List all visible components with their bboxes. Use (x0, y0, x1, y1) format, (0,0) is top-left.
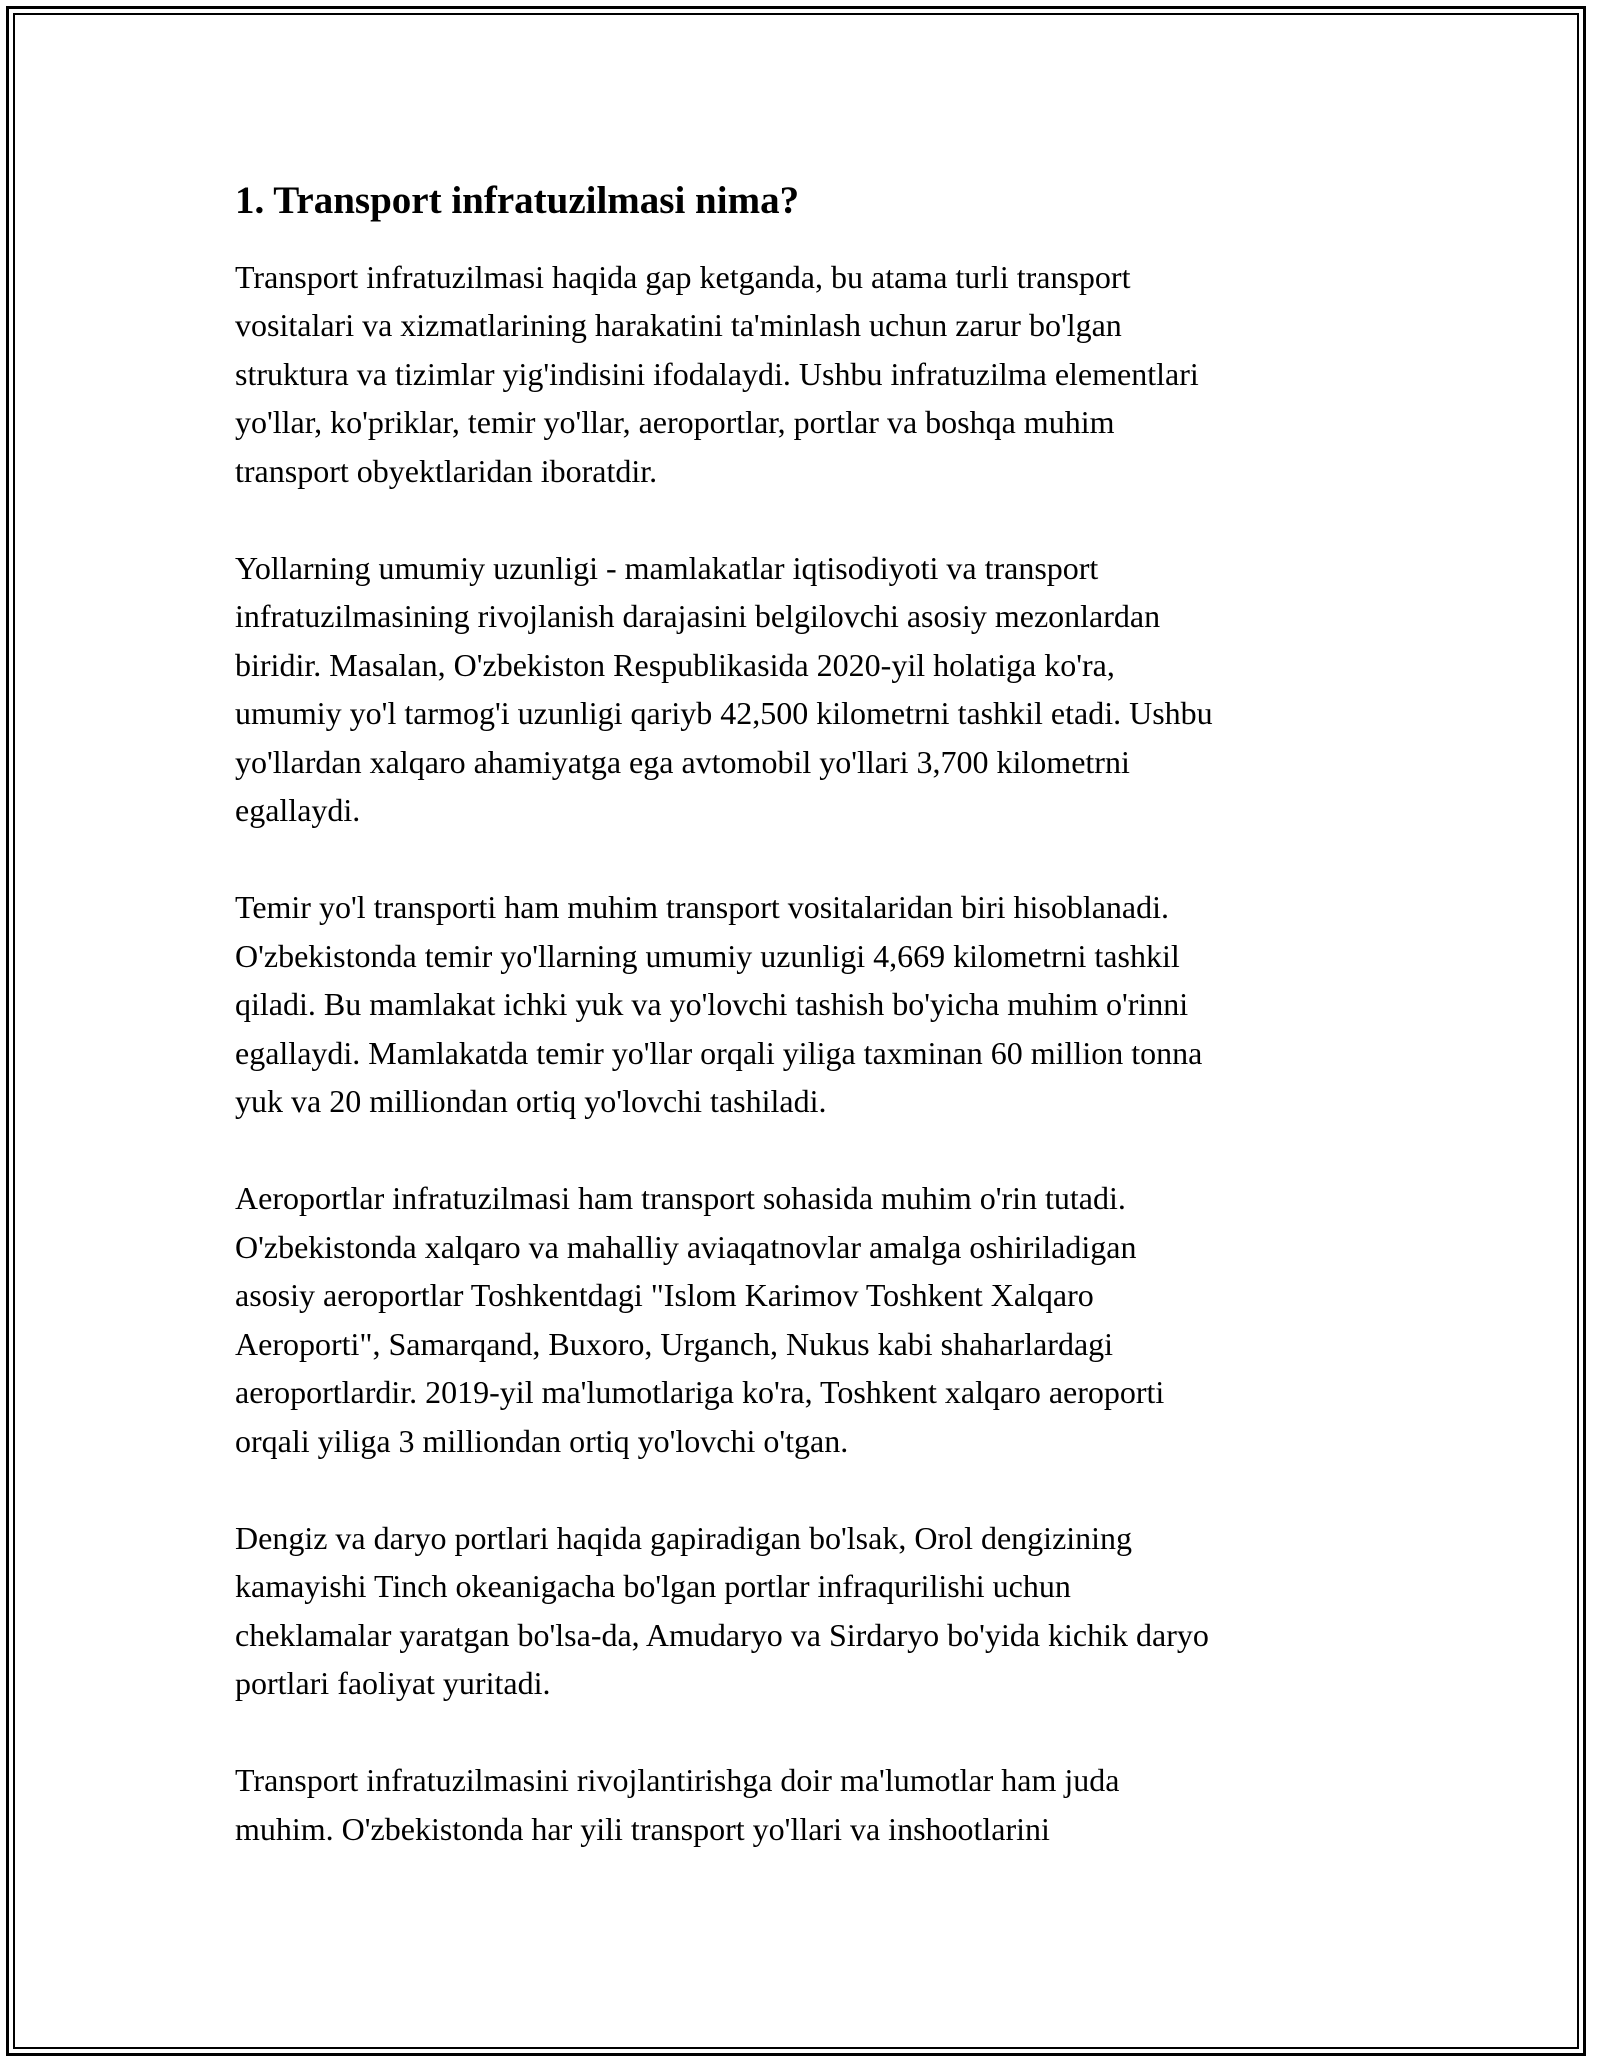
paragraph-line: Transport infratuzilmasini rivojlantirishga doir ma'lumotlar ham juda (235, 1762, 1120, 1799)
paragraph-line: Aeroportlar infratuzilmasi ham transport sohasida muhim o'rin tutadi. (235, 1180, 1126, 1217)
paragraph (235, 883, 1365, 1126)
paragraph-line: egallaydi. (235, 792, 361, 829)
paragraph-line: qiladi. Bu mamlakat ichki yuk va yo'lovchi tashish bo'yicha muhim o'rinni (235, 986, 1189, 1023)
paragraph-line: egallaydi. Mamlakatda temir yo'llar orqali yiliga taxminan 60 million tonna (235, 1034, 1203, 1071)
paragraph-line: Transport infratuzilmasi haqida gap ketganda, bu atama turli transport (235, 258, 1131, 295)
paragraph-line: yo'llar, ko'priklar, temir yo'llar, aeroportlar, portlar va boshqa muhim (235, 404, 1115, 441)
paragraph-line: O'zbekistonda xalqaro va mahalliy aviaqatnovlar amalga oshiriladigan (235, 1228, 1137, 1265)
paragraph-line: orqali yiliga 3 milliondan ortiq yo'lovchi o'tgan. (235, 1422, 849, 1459)
paragraph-line: aeroportlardir. 2019-yil ma'lumotlariga ko'ra, Toshkent xalqaro aeroporti (235, 1374, 1165, 1411)
document-body (235, 178, 1365, 1902)
paragraph-line: infratuzilmasining rivojlanish darajasini belgilovchi asosiy mezonlardan (235, 598, 1161, 635)
paragraph-line: yo'llardan xalqaro ahamiyatga ega avtomobil yo'llari 3,700 kilometrni (235, 743, 1130, 780)
paragraph (235, 1756, 1365, 1853)
paragraph-line: struktura va tizimlar yig'indisini ifodalaydi. Ushbu infratuzilma elementlari (235, 355, 1199, 392)
paragraph (235, 1174, 1365, 1465)
paragraph-line: vositalari va xizmatlarining harakatini ta'minlash uchun zarur bo'lgan (235, 307, 1122, 344)
paragraph-line: transport obyektlaridan iboratdir. (235, 452, 658, 489)
paragraph-line: biridir. Masalan, O'zbekiston Respublikasida 2020-yil holatiga ko'ra, (235, 646, 1115, 683)
paragraph-line: kamayishi Tinch okeanigacha bo'lgan portlar infraqurilishi uchun (235, 1568, 1071, 1605)
paragraph-line: Yollarning umumiy uzunligi - mamlakatlar iqtisodiyoti va transport (235, 549, 1099, 586)
paragraph-line: Aeroporti", Samarqand, Buxoro, Urganch, Nukus kabi shaharlardagi (235, 1325, 1114, 1362)
paragraph (235, 1514, 1365, 1708)
paragraph-line: O'zbekistonda temir yo'llarning umumiy uzunligi 4,669 kilometrni tashkil (235, 937, 1180, 974)
paragraph-line: Dengiz va daryo portlari haqida gapiradigan bo'lsak, Orol dengizining (235, 1519, 1133, 1556)
paragraph-line: portlari faoliyat yuritadi. (235, 1665, 551, 1702)
paragraph-line: muhim. O'zbekistonda har yili transport yo'llari va inshootlarini (235, 1810, 1050, 1847)
paragraph-line: cheklamalar yaratgan bo'lsa-da, Amudaryo va Sirdaryo bo'yida kichik daryo (235, 1616, 1209, 1653)
section-heading: 1. Transport infratuzilmasi nima? (235, 179, 800, 222)
paragraph-line: umumiy yo'l tarmog'i uzunligi qariyb 42,500 kilometrni tashkil etadi. Ushbu (235, 695, 1213, 732)
paragraph (235, 544, 1365, 835)
paragraph-line: Temir yo'l transporti ham muhim transport vositalaridan biri hisoblanadi. (235, 889, 1170, 926)
paragraphs (235, 253, 1365, 1854)
paragraph-line: yuk va 20 milliondan ortiq yo'lovchi tashiladi. (235, 1083, 827, 1120)
paragraph-line: asosiy aeroportlar Toshkentdagi "Islom Karimov Toshkent Xalqaro (235, 1277, 1094, 1314)
paragraph (235, 253, 1365, 496)
